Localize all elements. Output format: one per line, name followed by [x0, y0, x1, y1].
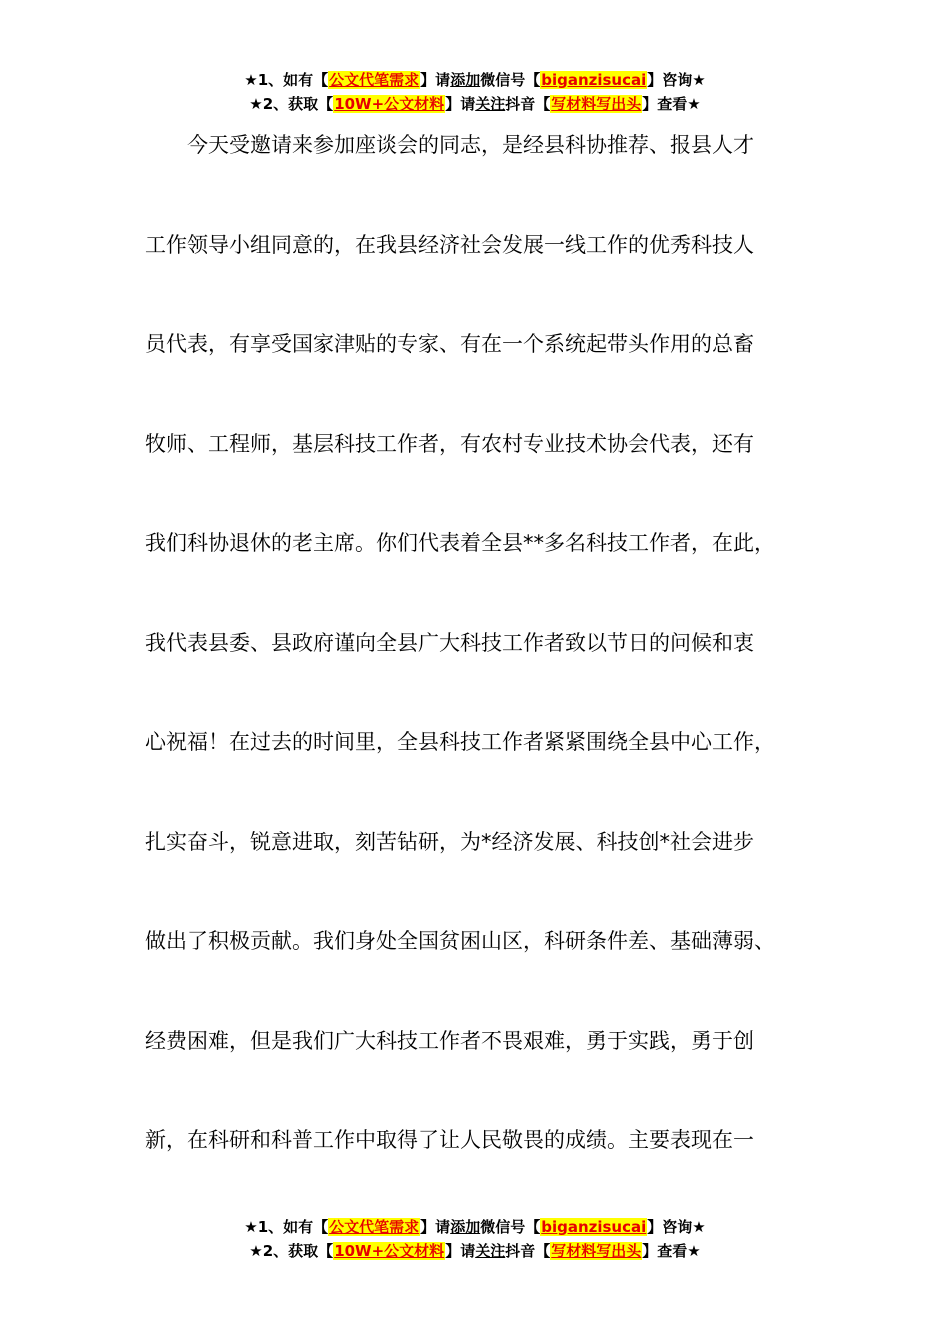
banner-underlined: 关注 — [475, 1242, 506, 1260]
banner-highlight: biganzisucai — [541, 71, 647, 89]
body-line: 扎实奋斗，锐意进取，刻苦钻研，为*经济发展、科技创*社会进步 — [145, 830, 754, 854]
body-line: 我代表县委、县政府谨向全县广大科技工作者致以节日的问候和衷 — [145, 631, 754, 655]
body-line: 工作领导小组同意的，在我县经济社会发展一线工作的优秀科技人 — [145, 233, 754, 257]
banner-text: 】咨询★ — [647, 1218, 706, 1236]
header-banner — [0, 68, 950, 116]
banner-text: 】请 — [445, 1242, 476, 1260]
banner-highlight: biganzisucai — [541, 1218, 647, 1236]
banner-text: 微信号【 — [480, 71, 541, 89]
banner-text: 】请 — [420, 71, 451, 89]
banner-text: 】咨询★ — [647, 71, 706, 89]
body-line: 我们科协退休的老主席。你们代表着全县**多名科技工作者，在此， — [145, 531, 775, 555]
banner-highlight: 写材料写出头 — [551, 1242, 642, 1260]
banner-line-1 — [0, 1215, 950, 1239]
banner-text: 】请 — [445, 95, 476, 113]
banner-underlined: 添加 — [450, 71, 481, 89]
banner-text: ★2、获取【 — [249, 95, 334, 113]
banner-line-2 — [0, 1239, 950, 1263]
banner-line-2 — [0, 92, 950, 116]
body-line: 做出了积极贡献。我们身处全国贫困山区，科研条件差、基础薄弱、 — [145, 929, 775, 953]
body-line: 心祝福！在过去的时间里，全县科技工作者紧紧围绕全县中心工作， — [145, 730, 775, 754]
banner-text: 】请 — [420, 1218, 451, 1236]
banner-text: 微信号【 — [480, 1218, 541, 1236]
banner-highlight: 10W+公文材料 — [334, 95, 445, 113]
banner-text: ★1、如有【 — [244, 71, 329, 89]
banner-highlight: 10W+公文材料 — [334, 1242, 445, 1260]
banner-text: 抖音【 — [505, 1242, 551, 1260]
footer-banner — [0, 1215, 950, 1263]
banner-text: 】查看★ — [642, 1242, 701, 1260]
banner-highlight: 写材料写出头 — [551, 95, 642, 113]
banner-text: ★2、获取【 — [249, 1242, 334, 1260]
banner-highlight: 公文代笔需求 — [329, 1218, 420, 1236]
banner-text: ★1、如有【 — [244, 1218, 329, 1236]
body-line: 经费困难，但是我们广大科技工作者不畏艰难，勇于实践，勇于创 — [145, 1029, 754, 1053]
banner-underlined: 添加 — [450, 1218, 481, 1236]
body-line: 新，在科研和科普工作中取得了让人民敬畏的成绩。主要表现在一 — [145, 1128, 754, 1152]
banner-line-1 — [0, 68, 950, 92]
banner-text: 抖音【 — [505, 95, 551, 113]
body-line: 牧师、工程师，基层科技工作者，有农村专业技术协会代表，还有 — [145, 432, 754, 456]
banner-text: 】查看★ — [642, 95, 701, 113]
banner-highlight: 公文代笔需求 — [329, 71, 420, 89]
banner-underlined: 关注 — [475, 95, 506, 113]
body-line: 员代表，有享受国家津贴的专家、有在一个系统起带头作用的总畜 — [145, 332, 754, 356]
body-line: 今天受邀请来参加座谈会的同志，是经县科协推荐、报县人才 — [145, 133, 754, 157]
